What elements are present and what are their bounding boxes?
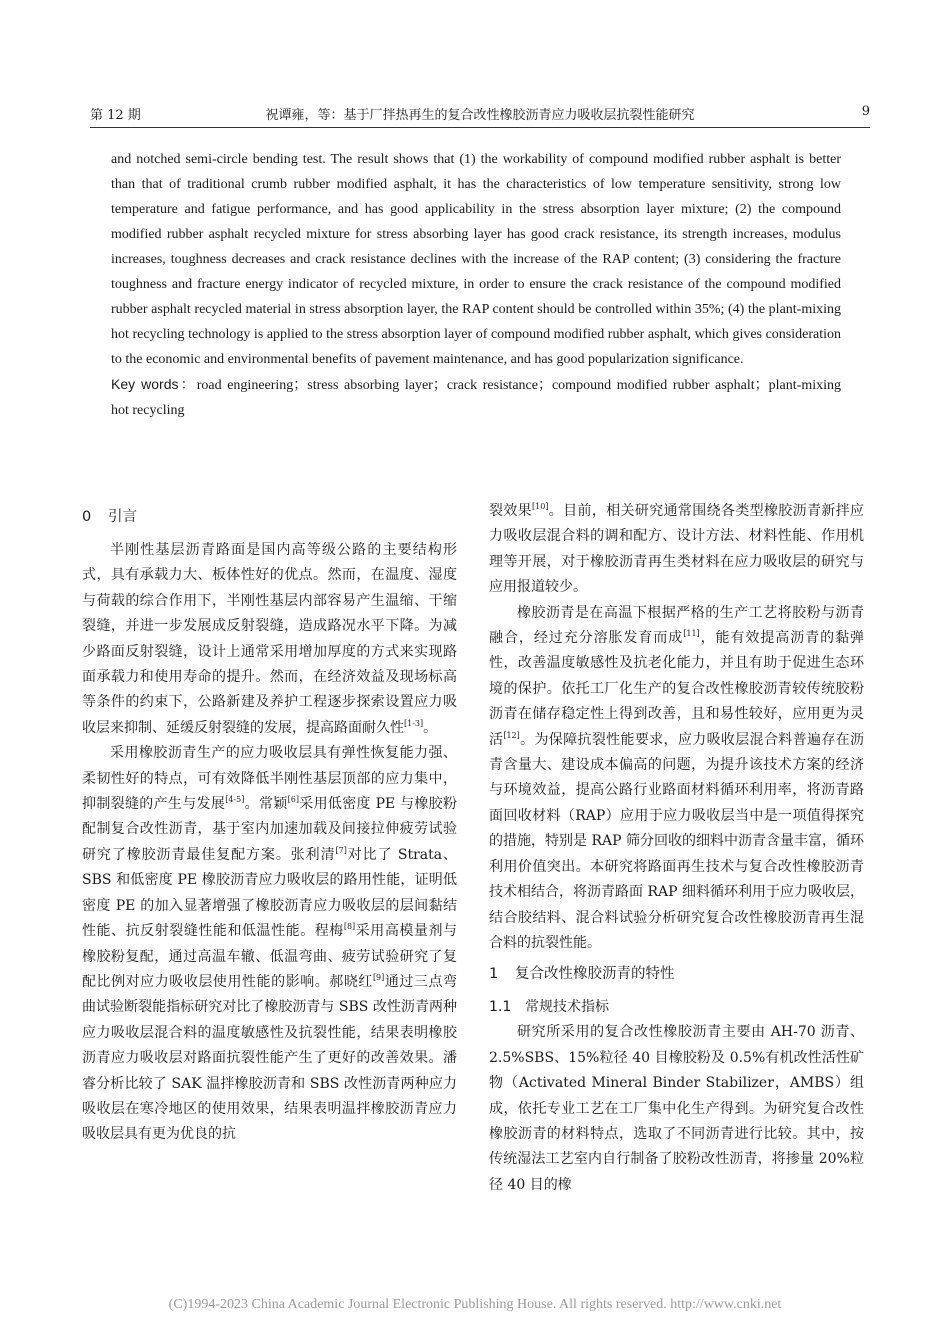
paragraph-text: 裂效果: [489, 503, 533, 519]
section-title: 引言: [108, 509, 137, 525]
right-column: [489, 499, 864, 1198]
citation: [6]: [287, 795, 299, 805]
copyright-footer: (C)1994-2023 China Academic Journal Electronic Publishing House. All rights reserved. http://www.cnki.net: [168, 1297, 782, 1312]
citation: [9]: [372, 972, 385, 982]
paragraph: [489, 601, 864, 957]
paragraph-text: 采用橡胶沥青生产的应力吸收层具有弹性恢复能力强、柔韧性好的特点，可有效降低半刚性基层顶部的应力集中，抑制裂缝的产生与发展: [82, 745, 457, 813]
subsection-heading-1-1: [489, 995, 864, 1020]
paragraph: [489, 1020, 864, 1198]
left-column: [82, 499, 457, 1148]
paragraph-text: ，能有效提高沥青的黏弹性，改善温度敏感性及抗老化能力，并且有助于促进生态环境的保护。依托工厂化生产的复合改性橡胶沥青较传统胶粉沥青在储存稳定性上得到改善，且和易性较好，应用更为灵活: [489, 630, 865, 748]
header-rule: [90, 127, 870, 128]
paragraph-text: 橡胶沥青是在高温下根据严格的生产工艺将胶粉与沥青融合，经过充分溶胀发育而成: [489, 604, 864, 647]
paragraph-text: 对比了 Strata、SBS 和低密度 PE 橡胶沥青应力吸收层的路用性能，证明低密度 PE 的加入显著增强了橡胶沥青应力吸收层的层间黏结性能、抗反射裂缝性能和低温性能。程梅: [82, 846, 457, 940]
paragraph: [82, 741, 457, 1148]
citation: [11]: [683, 629, 700, 639]
section-number: 1: [489, 966, 499, 983]
page-number: 9: [861, 104, 870, 119]
running-header: [90, 104, 870, 126]
citation: [12]: [503, 730, 520, 740]
subsection-title: 常规技术指标: [525, 999, 609, 1016]
section-heading-1: [489, 962, 864, 987]
citation: [7]: [335, 845, 347, 855]
paragraph-text: 。为保障抗裂性能要求，应力吸收层混合料普遍存在沥青含量大、建设成本偏高的问题，为提升该技术方案的经济与环境效益，提高公路行业路面材料循环利用率，将沥青路面回收材料（RAP）应用于应力吸收层当中是一项值得探究的措施，特别是 RAP 筛分回收的细料中沥青含量丰富，循环利用价值突出。本研究将路面再生技术与复合改性橡胶沥青技术相结合，将沥青路面 RAP 细料循环利用于应力吸收层，结合胶结料、混合料试验分析研究复合改性橡胶沥青再生混合料的抗裂性能。: [489, 731, 864, 951]
keywords-label: Key words: [111, 376, 179, 392]
paragraph-text: 。目前，相关研究通常围绕各类型橡胶沥青新拌应力吸收层混合料的调和配方、设计方法、材料性能、作用机理等开展，对于橡胶沥青再生类材料在应力吸收层的研究与应用报道较少。: [489, 503, 865, 596]
abstract-text: and notched semi-circle bending test. The result shows that (1) the workability of compound modified rubber asphalt is better than that of traditional crumb rubber modified asphalt, it has the characteristics of low temperature sensitivity, strong low temperature and fatigue performance, and has good applicability in the stress absorption layer mixture; (2) the compound modified rubber asphalt recycled mixture for stress absorbing layer has good crack resistance, its strength increases, modulus increases, toughness decreases and crack resistance declines with the increase of the RAP content; (3) considering the fracture toughness and fracture energy indicator of recycled mixture, in order to ensure the crack resistance of the compound modified rubber asphalt recycled material in stress absorption layer, the RAP content should be controlled within 35%; (4) the plant-mixing hot recycling technology is applied to the stress absorption layer of compound modified rubber asphalt, which gives consideration to the economic and environmental benefits of pavement maintenance, and has good popularization significance.: [111, 152, 841, 367]
issue-number: 第 12 期: [90, 108, 141, 123]
english-abstract: [111, 147, 841, 423]
subsection-number: 1.1: [489, 999, 512, 1016]
citation: [1-3]: [404, 718, 424, 728]
running-title: 祝谭雍，等：基于厂拌热再生的复合改性橡胶沥青应力吸收层抗裂性能研究: [265, 108, 695, 123]
paragraph-text: 通过三点弯曲试验断裂能指标研究对比了橡胶沥青与 SBS 改性沥青两种应力吸收层混合料的温度敏感性及抗裂性能，结果表明橡胶沥青应力吸收层对路面抗裂性能产生了更好的改善效果。潘睿分析比较了 SAK 温拌橡胶沥青和 SBS 改性沥青两种应力吸收层在寒冷地区的使用效果，结果表明温拌橡胶沥青应力吸收层具有更为优良的抗: [82, 973, 458, 1143]
paragraph-text: 研究所采用的复合改性橡胶沥青主要由 AH-70 沥青、2.5%SBS、15%粒径 40 目橡胶粉及 0.5%有机改性活性矿物（Activated Mineral Binder Stabilizer，AMBS）组成，依托专业工艺在工厂集中化生产得到。为研究复合改性橡胶沥青的材料特点，选取了不同沥青进行比较。其中，按传统湿法工艺室内自行制备了胶粉改性沥青，将掺量 20%粒径 40 目的橡: [489, 1024, 864, 1193]
section-title: 复合改性橡胶沥青的特性: [515, 966, 675, 983]
keywords-text: ：road engineering；stress absorbing layer；crack resistance；compound modified rubber asphalt；plant-mixing hot recycling: [111, 378, 841, 418]
paragraph: [489, 499, 864, 601]
keywords: [111, 372, 841, 423]
citation: [8]: [343, 922, 356, 932]
paragraph-text: 采用高模量剂与橡胶粉复配，通过高温车辙、低温弯曲、疲劳试验研究了复配比例对应力吸收层使用性能的影响。郝晓红: [82, 923, 458, 990]
citation: [4-5]: [225, 795, 245, 805]
paragraph-text: 。: [423, 719, 438, 736]
citation: [10]: [532, 502, 549, 511]
paragraph-text: 采用低密度 PE 与橡胶粉配制复合改性沥青，基于室内加速加载及间接拉伸疲劳试验研究了橡胶沥青最佳复配方案。张利清: [82, 796, 458, 863]
section-number: 0: [82, 509, 92, 525]
paragraph: [82, 538, 457, 741]
section-heading-intro: [82, 505, 457, 530]
paragraph-text: 半刚性基层沥青路面是国内高等级公路的主要结构形式，具有承载力大、板体性好的优点。然而，在温度、湿度与荷载的综合作用下，半刚性基层内部容易产生温缩、干缩裂缝，并进一步发展成反射裂缝，造成路况水平下降。为减少路面反射裂缝，设计上通常采用增加厚度的方式来实现路面承载力和使用寿命的提升。然而，在经济效益及现场标高等条件的约束下，公路新建及养护工程逐步探索设置应力吸收层来抑制、延缓反射裂缝的发展，提高路面耐久性: [82, 542, 457, 736]
paragraph-text: 。常颖: [244, 796, 288, 813]
